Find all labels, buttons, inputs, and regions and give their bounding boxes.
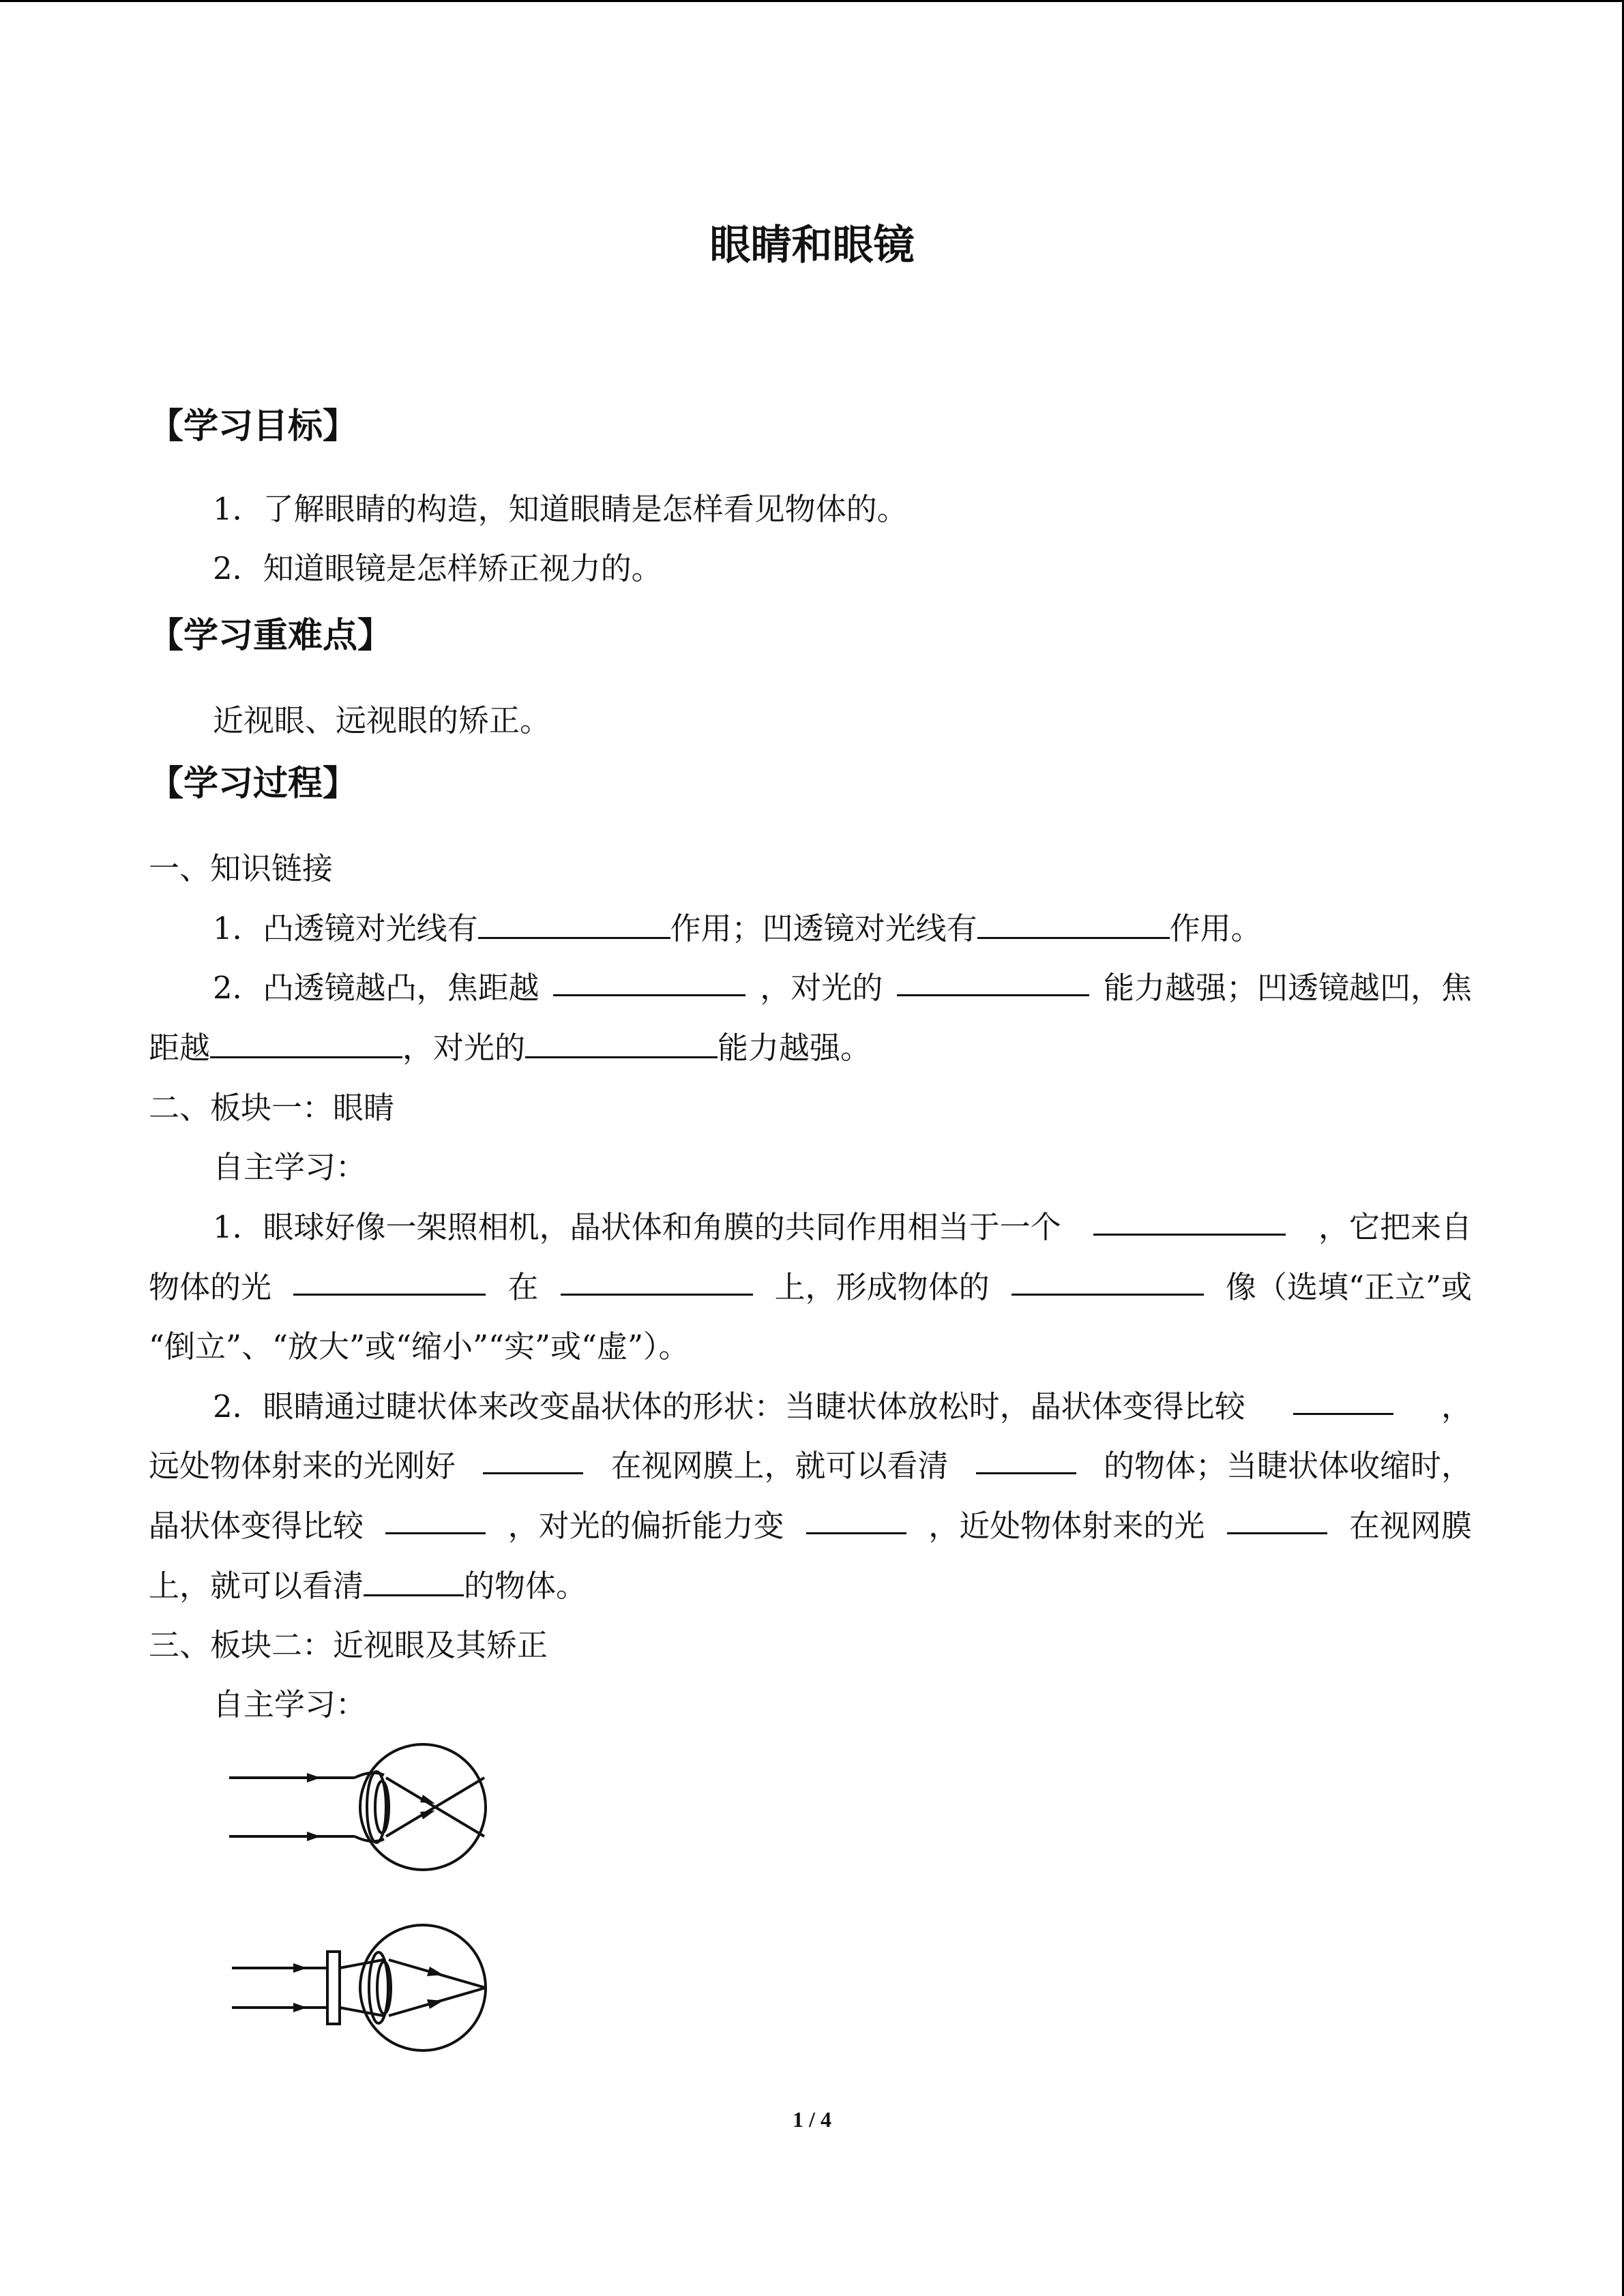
part2-question-2-line-1: 2．眼睛通过睫状体来改变晶状体的形状：当睫状体放松时，晶状体变得比较 ， xyxy=(213,1382,1472,1426)
arrow-icon xyxy=(427,1967,443,1976)
concave-lens xyxy=(327,1952,340,2024)
arrow-icon xyxy=(420,1810,435,1819)
part3-heading: 三、板块二：近视眼及其矫正 xyxy=(149,1627,548,1663)
answer-blank[interactable] xyxy=(478,906,670,939)
answer-blank[interactable] xyxy=(385,1501,486,1534)
part2-self-study: 自主学习： xyxy=(213,1149,367,1185)
answer-blank[interactable] xyxy=(897,963,1089,996)
part3-self-study: 自主学习： xyxy=(213,1686,367,1723)
answer-blank[interactable] xyxy=(553,963,745,996)
answer-blank[interactable] xyxy=(561,1262,753,1296)
arrow-icon xyxy=(307,1832,321,1841)
myopia-eye-diagram xyxy=(225,1729,498,1885)
part2-question-2-line-4: 上，就可以看清 的物体。 xyxy=(149,1561,587,1605)
key-points-text: 近视眼、远视眼的矫正。 xyxy=(213,702,551,739)
answer-blank[interactable] xyxy=(1012,1262,1204,1296)
page-number: 1 / 4 xyxy=(793,2107,831,2132)
diverged-ray-top xyxy=(340,1960,383,1968)
part2-heading: 二、板块一：眼睛 xyxy=(149,1090,395,1126)
section-heading-process: 【学习过程】 xyxy=(149,764,358,804)
answer-blank[interactable] xyxy=(976,1441,1076,1474)
arrow-icon xyxy=(293,1963,307,1973)
answer-blank[interactable] xyxy=(1293,1382,1393,1415)
diverged-ray-bottom xyxy=(340,2008,383,2016)
arrow-icon xyxy=(420,1795,435,1804)
answer-blank[interactable] xyxy=(483,1441,583,1474)
arrow-icon xyxy=(307,1773,321,1783)
eyeball-outline xyxy=(360,1925,486,2051)
arrow-icon xyxy=(293,2003,307,2012)
part2-question-1-line-2: 物体的光 在 上，形成物体的 像（选填“正立”或 xyxy=(149,1262,1472,1307)
answer-blank[interactable] xyxy=(210,1025,402,1058)
answer-blank[interactable] xyxy=(293,1262,486,1296)
arrow-icon xyxy=(427,1999,443,2009)
part1-question-2-line-1: 2．凸透镜越凸，焦距越 ，对光的 能力越强；凹透镜越凹，焦 xyxy=(213,963,1472,1007)
part1-question-1: 1．凸透镜对光线有 作用；凹透镜对光线有 作用。 xyxy=(213,904,1262,948)
section-heading-goals: 【学习目标】 xyxy=(149,406,358,447)
page-border-top xyxy=(0,0,1624,2)
part1-question-2-line-2: 距越 ，对光的 能力越强。 xyxy=(149,1023,871,1067)
part2-question-1-line-1: 1．眼球好像一架照相机，晶状体和角膜的共同作用相当于一个 ，它把来自 xyxy=(213,1202,1472,1247)
answer-blank[interactable] xyxy=(977,906,1170,939)
goal-item-2: 2．知道眼镜是怎样矫正视力的。 xyxy=(213,550,662,586)
part1-heading: 一、知识链接 xyxy=(149,850,334,886)
page-title: 眼睛和眼镜 xyxy=(709,222,915,269)
part2-question-1-line-3: “倒立”、“放大”或“缩小”“实”或“虚”）。 xyxy=(149,1328,690,1365)
answer-blank[interactable] xyxy=(806,1501,906,1534)
section-heading-key-points: 【学习重难点】 xyxy=(149,616,393,656)
eyeball-outline xyxy=(360,1744,486,1870)
answer-blank[interactable] xyxy=(525,1025,718,1058)
answer-blank[interactable] xyxy=(1227,1501,1327,1534)
answer-blank[interactable] xyxy=(1093,1202,1286,1236)
goal-item-1: 1．了解眼睛的构造，知道眼睛是怎样看见物体的。 xyxy=(213,491,908,527)
myopia-correction-diagram xyxy=(225,1909,498,2066)
part2-question-2-line-2: 远处物体射来的光刚好 在视网膜上，就可以看清 的物体；当睫状体收缩时， xyxy=(149,1441,1472,1485)
part2-question-2-line-3: 晶状体变得比较 ，对光的偏折能力变 ，近处物体射来的光 在视网膜 xyxy=(149,1501,1472,1545)
answer-blank[interactable] xyxy=(364,1563,464,1596)
